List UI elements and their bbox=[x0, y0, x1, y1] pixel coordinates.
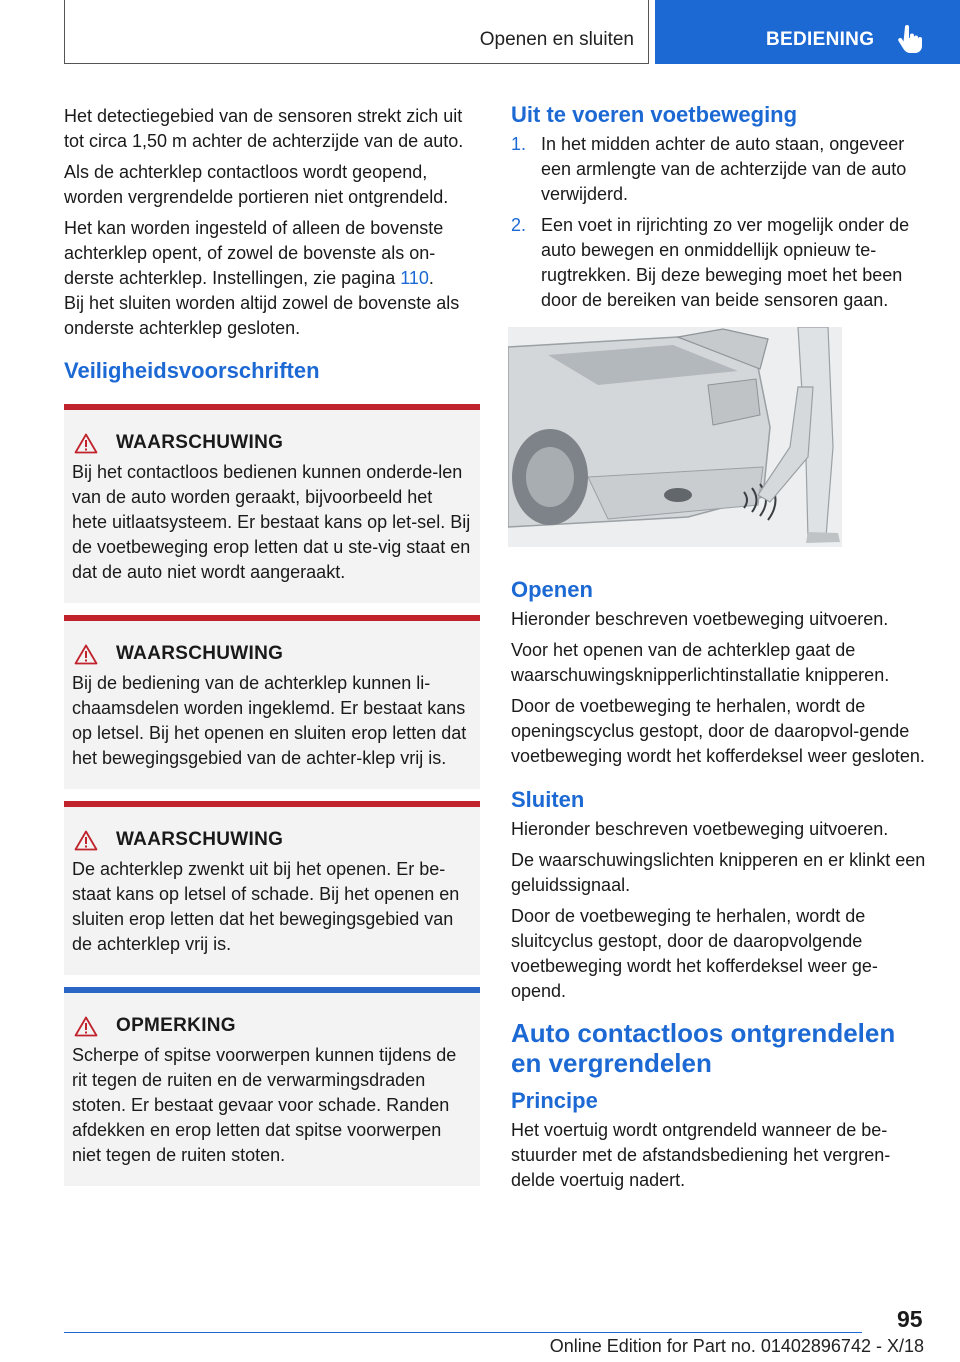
page-reference-link[interactable]: 110 bbox=[400, 268, 429, 288]
edition-footer: Online Edition for Part no. 01402896742 - X/18 bbox=[549, 1336, 924, 1356]
warning-text: De achterklep zwenkt uit bij het openen. Er be-staat kans op letsel of schade. Bij het openen en sluiten erop letten dat het bewegingsgebied van de achterklep vrij is. bbox=[72, 859, 460, 954]
open-paragraph: Voor het openen van de achterklep gaat de waarschuwingsknipperlichtinstallatie knipperen. bbox=[511, 640, 890, 685]
note-box bbox=[64, 987, 480, 1186]
list-item bbox=[511, 213, 931, 313]
chapter-title: BEDIENING bbox=[766, 29, 875, 50]
open-paragraph: Door de voetbeweging te herhalen, wordt de openingscyclus gestopt, door de daaropvol-gende voetbeweging wordt het kofferdeksel weer gesloten. bbox=[511, 696, 925, 766]
open-paragraph: Hieronder beschreven voetbeweging uitvoeren. bbox=[511, 609, 889, 629]
warning-header bbox=[72, 829, 472, 851]
closing-paragraph: Bij het sluiten worden altijd zowel de bovenste als onderste achterklep gesloten. bbox=[64, 293, 460, 338]
movement-heading: Uit te voeren voetbeweging bbox=[511, 102, 798, 127]
safety-heading: Veiligheidsvoorschriften bbox=[64, 358, 320, 383]
note-title: OPMERKING bbox=[116, 1015, 236, 1036]
chapter-tab bbox=[655, 0, 960, 64]
hand-pointing-icon bbox=[896, 24, 922, 54]
warning-title: WAARSCHUWING bbox=[116, 829, 284, 850]
warning-title: WAARSCHUWING bbox=[116, 643, 284, 664]
detection-range-paragraph: Het detectiegebied van de sensoren strekt zich uit tot circa 1,50 m achter de achterzijde van de auto. bbox=[64, 106, 464, 151]
principle-paragraph: Het voertuig wordt ontgrendeld wanneer de be-stuurder met de afstandsbediening het vergren-delde voertuig nadert. bbox=[511, 1120, 891, 1190]
warning-title: WAARSCHUWING bbox=[116, 432, 284, 453]
step-text: In het midden achter de auto staan, ongeveer een armlengte van de achterzijde van de auto verwijderd. bbox=[541, 134, 907, 204]
step-number: 1. bbox=[511, 134, 527, 154]
warning-header bbox=[72, 643, 472, 665]
warning-triangle-icon bbox=[74, 830, 98, 851]
warning-triangle-icon bbox=[74, 433, 98, 454]
doors-paragraph: Als de achterklep contactloos wordt geopend, worden vergrendelde portieren niet ontgrendeld. bbox=[64, 162, 449, 207]
warning-header bbox=[72, 432, 472, 454]
note-text: Scherpe of spitse voorwerpen kunnen tijdens de rit tegen de ruiten en de verwarmingsdraden stoten. Er bestaat gevaar voor schade. Randen afdekken en erop letten dat spitse voorwerpen niet tegen de ruiten stoten. bbox=[72, 1045, 457, 1165]
list-item bbox=[511, 132, 931, 207]
contactless-heading: Auto contactloos ontgrendelen en vergrendelen bbox=[511, 1018, 896, 1078]
warning-box bbox=[64, 615, 480, 789]
section-title: Openen en sluiten bbox=[479, 29, 634, 50]
warning-triangle-icon bbox=[74, 644, 98, 665]
warning-box bbox=[64, 404, 480, 603]
note-header bbox=[72, 1015, 472, 1037]
step-text: Een voet in rijrichting zo ver mogelijk onder de auto bewegen en onmiddellijk opnieuw te-rugtrekken. Bij deze beweging moet het been door de bereiken van beide sensoren gaan. bbox=[541, 215, 910, 310]
running-header bbox=[64, 0, 649, 64]
settings-paragraph bbox=[64, 216, 480, 291]
tailgate-foot-sensor-illustration bbox=[508, 327, 842, 547]
footer-divider bbox=[64, 1332, 862, 1333]
steps-list bbox=[511, 132, 931, 313]
principle-heading: Principe bbox=[511, 1088, 598, 1113]
close-paragraph: De waarschuwingslichten knipperen en er klinkt een geluidssignaal. bbox=[511, 850, 926, 895]
left-column bbox=[64, 104, 480, 1198]
step-number: 2. bbox=[511, 215, 527, 235]
page-number: 95 bbox=[897, 1306, 923, 1332]
warning-box bbox=[64, 801, 480, 975]
close-paragraph: Hieronder beschreven voetbeweging uitvoeren. bbox=[511, 819, 889, 839]
settings-text: Het kan worden ingesteld of alleen de bovenste achterklep opent, of zowel de bovenste als on-derste achterklep. Instellingen, zie pagina bbox=[64, 218, 444, 288]
warning-triangle-icon bbox=[74, 1016, 98, 1037]
close-paragraph: Door de voetbeweging te herhalen, wordt de sluitcyclus gestopt, door de daaropvolgende voetbeweging wordt het kofferdeksel weer ge-opend. bbox=[511, 906, 878, 1001]
warning-text: Bij het contactloos bedienen kunnen onderde-len van de auto worden geraakt, bijvoorbeeld het hete uitlaatsysteem. Er bestaat kans op let-sel. Bij de voetbeweging erop letten dat u ste-vig staat en dat de auto niet wordt aangeraakt. bbox=[72, 462, 471, 582]
right-column bbox=[511, 102, 931, 1199]
close-heading: Sluiten bbox=[511, 787, 585, 812]
settings-tail: . bbox=[428, 268, 434, 288]
warning-text: Bij de bediening van de achterklep kunnen li-chaamsdelen worden ingeklemd. Er bestaat kans op letsel. Bij het openen en sluiten erop letten dat het bewegingsgebied van de achter-klep vrij is. bbox=[72, 673, 467, 768]
open-heading: Openen bbox=[511, 577, 593, 602]
